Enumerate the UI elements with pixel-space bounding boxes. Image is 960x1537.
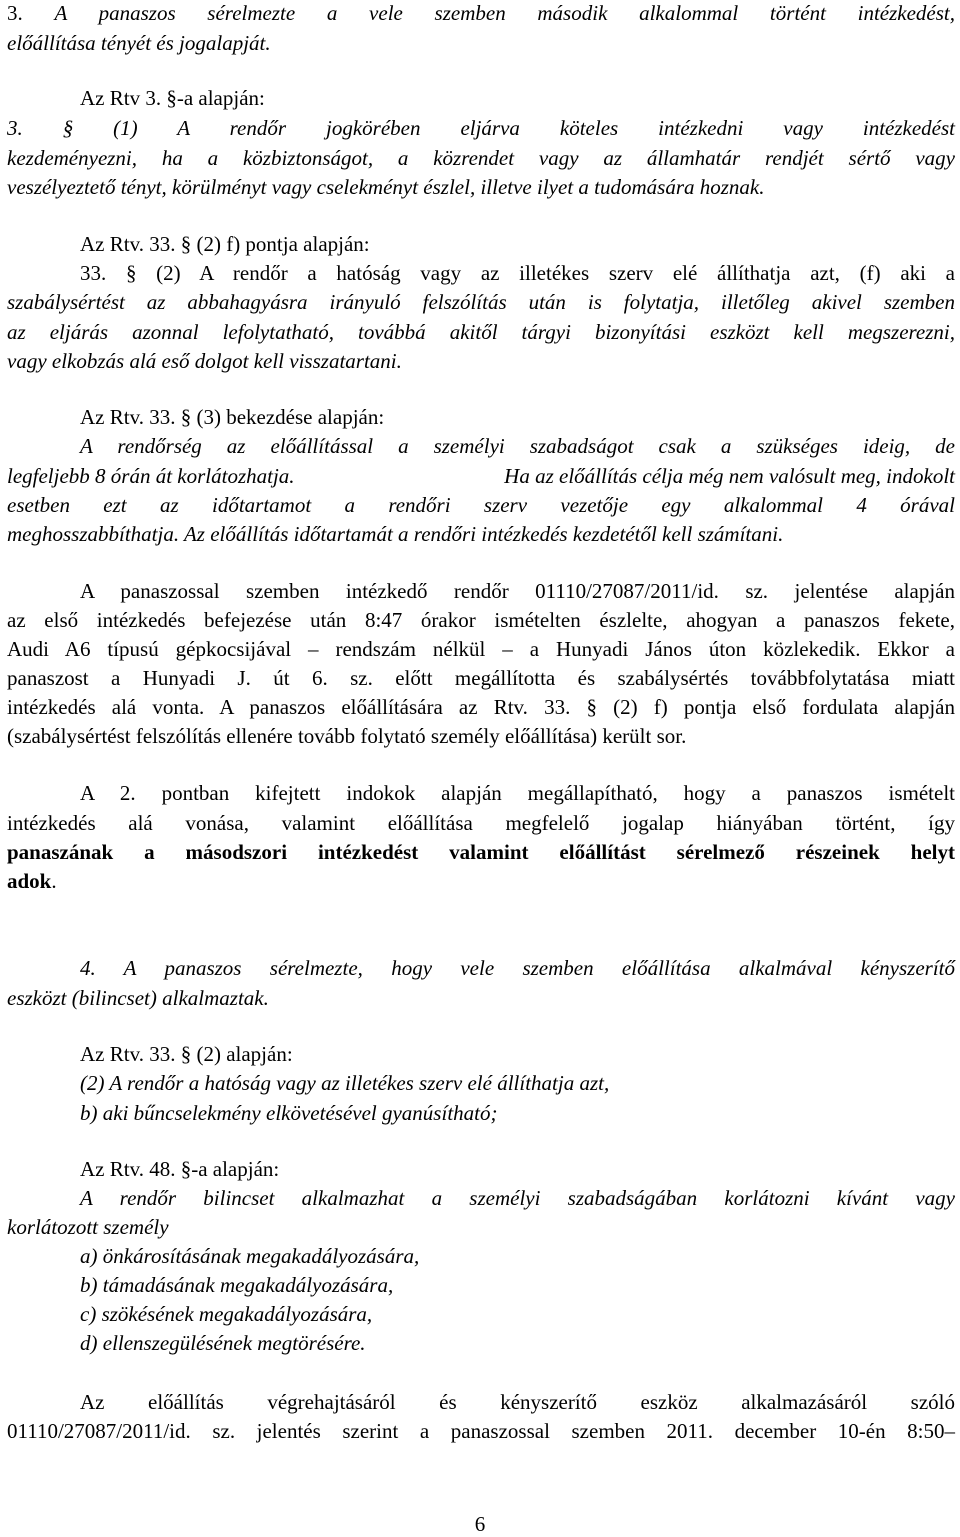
law-line: az eljárás azonnal lefolytatható, továbbá akitől tárgyi bizonyítási eszközt kell megszerezni, bbox=[7, 320, 955, 344]
paragraph-line bbox=[7, 866, 955, 896]
law-line bbox=[7, 461, 955, 491]
law-line: A rendőr bilincset alkalmazhat a személyi szabadságában korlátozni kívánt vagy bbox=[80, 1186, 955, 1210]
law-line: (2) A rendőr a hatóság vagy az illetékes szerv elé állíthatja azt, bbox=[80, 1071, 610, 1095]
list-item: b) támadásának megakadályozására, bbox=[80, 1273, 394, 1297]
law-line: 3. § (1) A rendőr jogkörében eljárva köteles intézkedni vagy intézkedést bbox=[7, 116, 955, 140]
list-item: a) önkárosításának megakadályozására, bbox=[80, 1244, 420, 1268]
legal-reference: Az Rtv. 33. § (2) alapján: bbox=[80, 1042, 293, 1066]
paragraph-line: panaszának a másodszori intézkedést valamint előállítást sérelmező részeinek helyt bbox=[7, 840, 955, 864]
paragraph-line: 01110/27087/2011/id. sz. jelentés szerint a panaszossal szemben 2011. december 10-én 8:50– bbox=[7, 1419, 955, 1443]
paragraph-line: A panaszossal szemben intézkedő rendőr 01110/27087/2011/id. sz. jelentése alapján bbox=[80, 579, 955, 603]
law-line: veszélyeztető tényt, körülményt vagy cselekményt észlel, illetve ilyet a tudomására hoznak. bbox=[7, 175, 765, 199]
legal-reference: Az Rtv. 48. §-a alapján: bbox=[80, 1157, 280, 1181]
paragraph-line: Az előállítás végrehajtásáról és kényszerítő eszköz alkalmazásáról szóló bbox=[80, 1390, 955, 1414]
law-line: esetben ezt az időtartamot a rendőri szerv vezetője egy alkalommal 4 órával bbox=[7, 493, 955, 517]
law-line: A rendőrség az előállítással a személyi szabadságot csak a szükséges ideig, de bbox=[80, 434, 955, 458]
law-line-text: Ha az előállítás célja még nem valósult meg, indokolt bbox=[504, 464, 955, 488]
law-line-text: 33. § (2) A rendőr a hatóság vagy az illetékes szerv elé állíthatja azt, (f) aki a bbox=[80, 261, 955, 285]
law-line: meghosszabbíthatja. Az előállítás időtartamát a rendőri intézkedés kezdetétől kell számítani. bbox=[7, 522, 784, 546]
heading-text: A panaszos sérelmezte a vele szemben második alkalommal történt intézkedést, bbox=[54, 1, 956, 25]
law-line: korlátozott személy bbox=[7, 1215, 169, 1239]
law-line: szabálysértést az abbahagyásra irányuló felszólítás után is folytatja, illetőleg akivel szemben bbox=[7, 290, 955, 314]
paragraph-line: (szabálysértést felszólítás ellenére tovább folytató személy előállítása) került sor. bbox=[7, 724, 687, 748]
paragraph-line: intézkedés alá vonása, valamint előállítása megfelelő jogalap hiányában történt, így bbox=[7, 811, 955, 835]
heading-line: eszközt (bilincset) alkalmaztak. bbox=[7, 986, 269, 1010]
list-item: d) ellenszegülésének megtörésére. bbox=[80, 1331, 366, 1355]
law-line: kezdeményezni, ha a közbiztonságot, a közrendet vagy az államhatár rendjét sértő vagy bbox=[7, 146, 955, 170]
list-item: c) szökésének megakadályozására, bbox=[80, 1302, 373, 1326]
heading-text: 4. A panaszos sérelmezte, hogy vele szemben előállítása alkalmával kényszerítő bbox=[80, 956, 955, 980]
law-line bbox=[80, 258, 955, 288]
legal-reference: Az Rtv 3. §-a alapján: bbox=[80, 86, 265, 110]
legal-reference: Az Rtv. 33. § (2) f) pontja alapján: bbox=[80, 232, 370, 256]
heading-line bbox=[7, 0, 955, 28]
legal-reference: Az Rtv. 33. § (3) bekezdése alapján: bbox=[80, 405, 385, 429]
page-number: 6 bbox=[474, 1512, 486, 1536]
heading-line: előállítása tényét és jogalapját. bbox=[7, 31, 271, 55]
law-line-text: legfeljebb 8 órán át korlátozhatja. bbox=[7, 464, 295, 488]
paragraph-line: az első intézkedés befejezése után 8:47 órakor ismételten észlelte, ahogyan a panaszos fekete, bbox=[7, 608, 955, 632]
law-line: b) aki bűncselekmény elkövetésével gyanúsítható; bbox=[80, 1101, 498, 1125]
law-line: vagy elkobzás alá eső dolgot kell visszatartani. bbox=[7, 349, 402, 373]
section-number: 3. bbox=[7, 1, 55, 25]
bold-text: adok bbox=[7, 869, 52, 893]
heading-line bbox=[80, 953, 955, 983]
paragraph-line: panaszost a Hunyadi J. út 6. sz. előtt megállította és szabálysértés továbbfolytatása miatt bbox=[7, 666, 955, 690]
paragraph-line: intézkedés alá vonta. A panaszos előállítására az Rtv. 33. § (2) f) pontja első fordulata alapján bbox=[7, 695, 955, 719]
period: . bbox=[51, 869, 57, 893]
paragraph-line: A 2. pontban kifejtett indokok alapján megállapítható, hogy a panaszos ismételt bbox=[80, 781, 955, 805]
paragraph-line: Audi A6 típusú gépkocsijával – rendszám nélkül – a Hunyadi János úton közlekedik. Ekkor a bbox=[7, 637, 955, 661]
